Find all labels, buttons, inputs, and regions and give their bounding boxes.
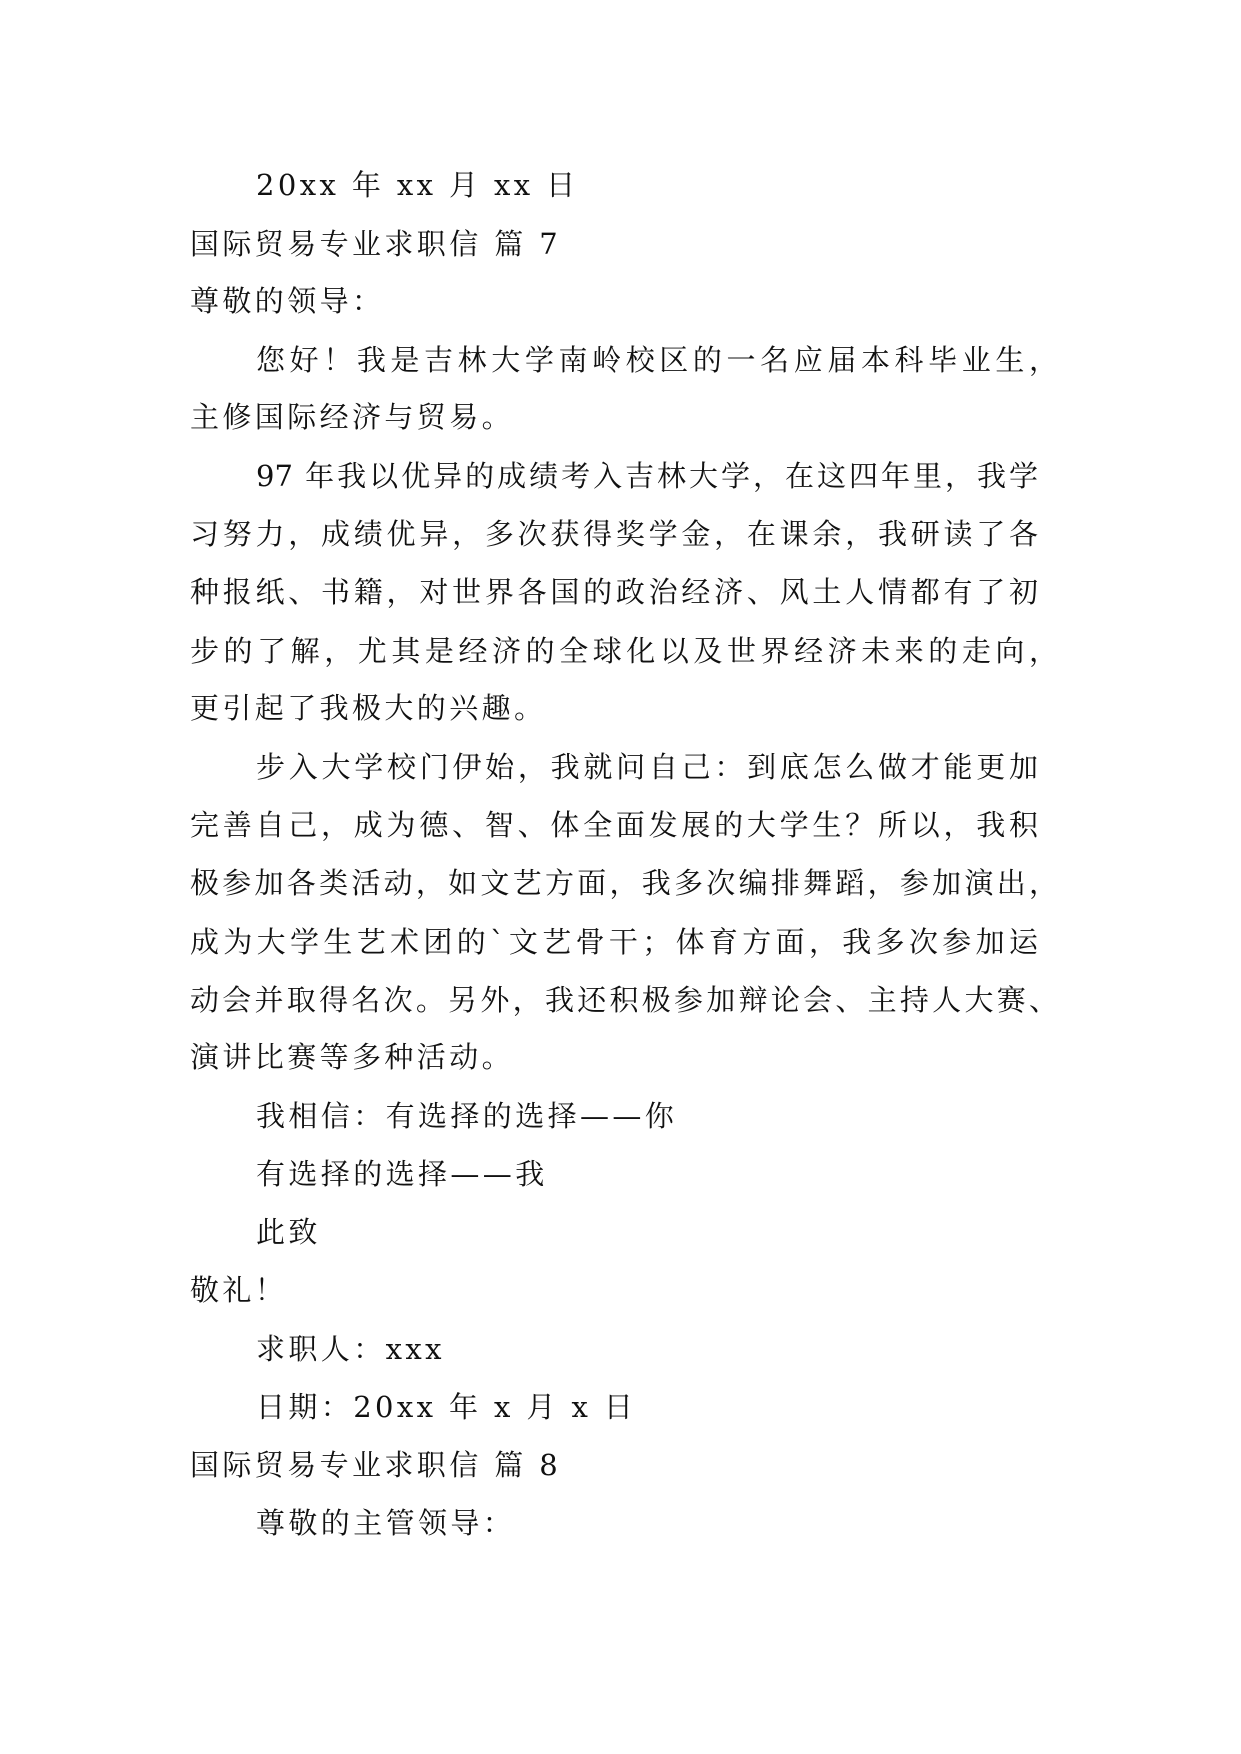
paragraph-line: 完善自己，成为德、智、体全面发展的大学生？所以，我积: [190, 808, 1038, 842]
paragraph-line: 习努力，成绩优异，多次获得奖学金，在课余，我研读了各: [190, 517, 1038, 551]
paragraph-line: 97 年我以优异的成绩考入吉林大学，在这四年里，我学: [256, 459, 1038, 493]
paragraph-line: 主修国际经济与贸易。: [190, 400, 515, 434]
paragraph-line: 动会并取得名次。另外，我还积极参加辩论会、主持人大赛、: [190, 983, 1058, 1017]
paragraph-line: 有选择的选择——我: [256, 1157, 548, 1191]
paragraph-line: 更引起了我极大的兴趣。: [190, 691, 547, 725]
paragraph-line: 我相信：有选择的选择——你: [256, 1099, 678, 1133]
letter-date: 20xx 年 xx 月 xx 日: [256, 168, 579, 202]
paragraph-line: 极参加各类活动，如文艺方面，我多次编排舞蹈，参加演出，: [190, 866, 1058, 900]
paragraph-line: 步的了解，尤其是经济的全球化以及世界经济未来的走向，: [190, 634, 1058, 668]
closing-line: 此致: [256, 1215, 321, 1249]
paragraph-line: 成为大学生艺术团的`文艺骨干；体育方面，我多次参加运: [190, 925, 1038, 959]
signature-date: 日期：20xx 年 x 月 x 日: [256, 1390, 637, 1424]
salutation: 尊敬的主管领导：: [256, 1506, 516, 1540]
paragraph-line: 演讲比赛等多种活动。: [190, 1040, 515, 1074]
section-heading-8: 国际贸易专业求职信 篇 8: [190, 1448, 562, 1482]
salutation: 尊敬的领导：: [190, 284, 385, 318]
paragraph-line: 步入大学校门伊始，我就问自己：到底怎么做才能更加: [256, 750, 1038, 784]
closing-line: 敬礼！: [190, 1273, 288, 1307]
section-heading-7: 国际贸易专业求职信 篇 7: [190, 227, 562, 261]
paragraph-line: 您好！我是吉林大学南岭校区的一名应届本科毕业生，: [256, 343, 1058, 377]
signature-line: 求职人：xxx: [256, 1332, 445, 1366]
paragraph-line: 种报纸、书籍，对世界各国的政治经济、风土人情都有了初: [190, 575, 1038, 609]
